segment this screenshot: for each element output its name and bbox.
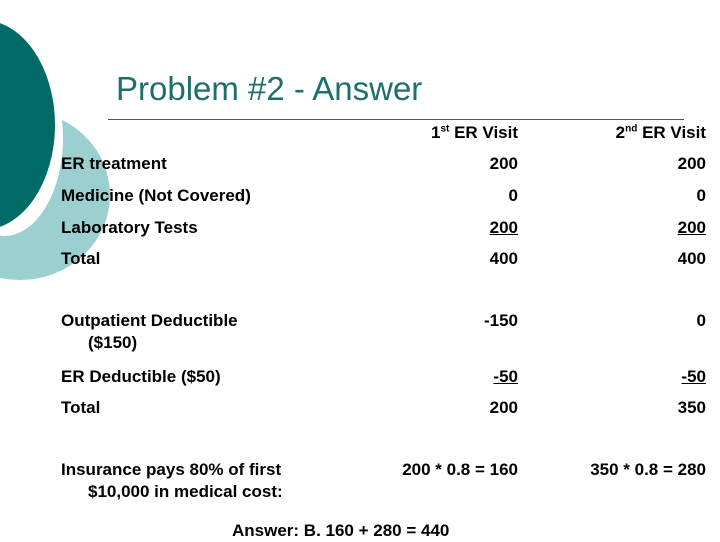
row-label-laboratory-tests: Laboratory Tests (61, 218, 198, 237)
value-insurance-pays-1st: 200 * 0.8 = 160 (402, 460, 518, 479)
value-er-treatment-2nd: 200 (677, 154, 706, 173)
value-laboratory-tests-2nd: 200 (677, 218, 706, 237)
row-label-outpatient-deductible: Outpatient Deductible ($150) (61, 311, 238, 352)
value-medicine-1st: 0 (508, 186, 518, 205)
value-total-1st: 400 (489, 249, 518, 268)
column-header-2nd-visit: 2nd ER Visit (615, 123, 706, 142)
value-insurance-pays-2nd: 350 * 0.8 = 280 (590, 460, 706, 479)
row-label-total-after-deductibles: Total (61, 398, 101, 417)
row-label-er-treatment: ER treatment (61, 154, 167, 173)
column-header-1st-visit: 1st ER Visit (430, 123, 518, 142)
value-total-after-deductibles-1st: 200 (489, 398, 518, 417)
value-outpatient-deductible-2nd: 0 (696, 311, 706, 330)
row-label-medicine: Medicine (Not Covered) (61, 186, 251, 205)
value-er-treatment-1st: 200 (489, 154, 518, 173)
value-medicine-2nd: 0 (696, 186, 706, 205)
row-label-insurance-pays: Insurance pays 80% of first $10,000 in medical cost: (61, 460, 283, 501)
value-laboratory-tests-1st: 200 (489, 218, 518, 237)
value-outpatient-deductible-1st: -150 (483, 311, 518, 330)
row-label-er-deductible: ER Deductible ($50) (61, 367, 221, 386)
answer-text: Answer: B. 160 + 280 = 440 (232, 521, 450, 540)
row-label-total: Total (61, 249, 101, 268)
value-er-deductible-2nd: -50 (681, 367, 706, 386)
value-total-after-deductibles-2nd: 350 (677, 398, 706, 417)
slide-title: Problem #2 - Answer (116, 70, 423, 107)
title-divider (108, 119, 684, 120)
value-er-deductible-1st: -50 (493, 367, 518, 386)
value-total-2nd: 400 (677, 249, 706, 268)
